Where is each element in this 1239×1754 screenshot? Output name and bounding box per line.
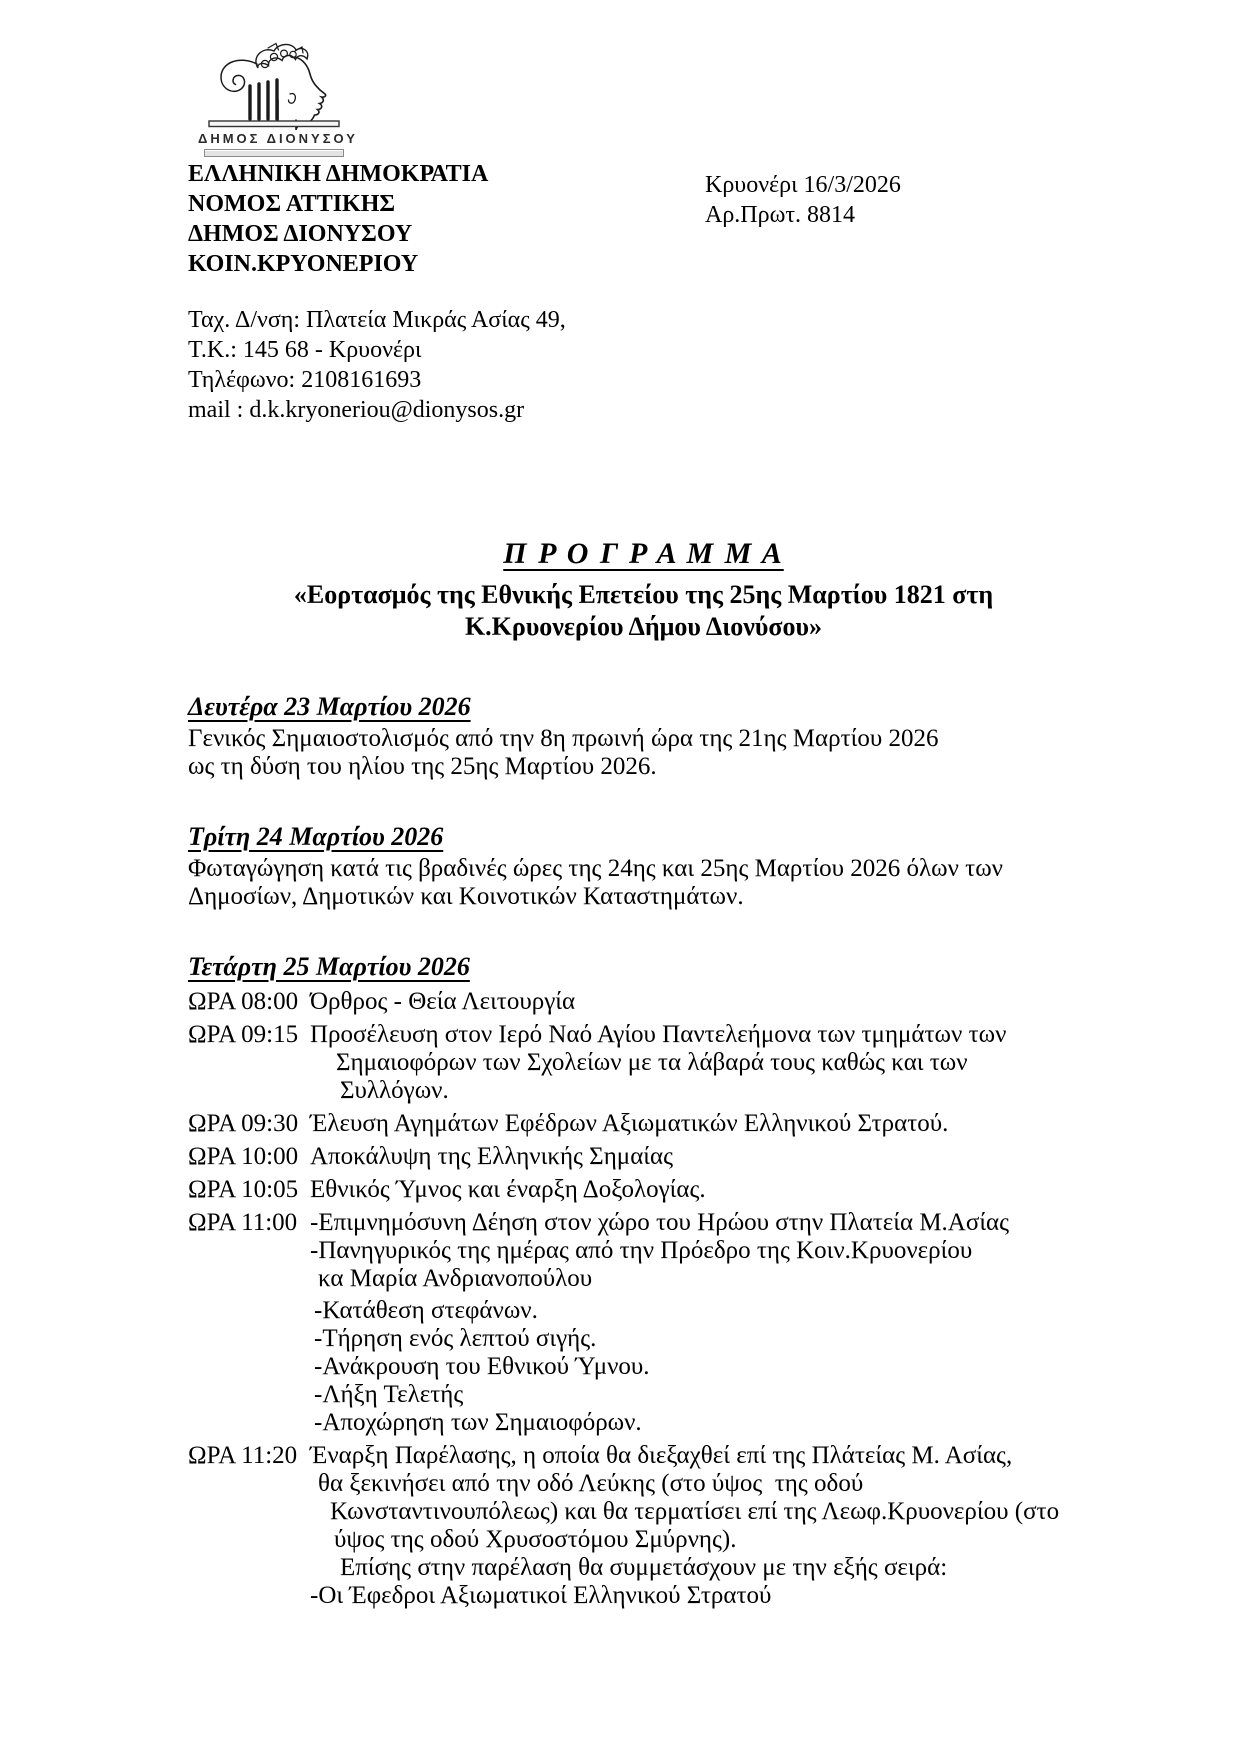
schedule-entry: [188, 1021, 1099, 1105]
schedule-entry-lines: [310, 988, 1099, 1016]
schedule-line: Έναρξη Παρέλασης, η οποία θα διεξαχθεί επί της Πλάτείας Μ. Ασίας,: [310, 1442, 1013, 1469]
schedule-line: -Λήξη Τελετής: [314, 1381, 464, 1408]
contact-block: [188, 305, 1099, 425]
schedule-line: Κωνσταντινουπόλεως) και θα τερματίσει επί της Λεωφ.Κρυονερίου (στο: [330, 1498, 1060, 1525]
schedule-entry-lines: [310, 1021, 1099, 1105]
schedule-line: -Αποχώρηση των Σημαιοφόρων.: [314, 1409, 642, 1436]
schedule-entry-lines: [310, 1176, 1099, 1204]
schedule-entry: [188, 1176, 1099, 1204]
schedule-line: -Τήρηση ενός λεπτού σιγής.: [314, 1325, 597, 1352]
section-monday: [188, 691, 1099, 781]
schedule-line: Εθνικός Ύμνος και έναρξη Δοξολογίας.: [310, 1176, 706, 1203]
place-date: Κρυονέρι 16/3/2026: [705, 172, 901, 198]
body-line: Φωταγώγηση κατά τις βραδινές ώρες της 24ης και 25ης Μαρτίου 2026 όλων των: [188, 855, 1003, 882]
org-header: [188, 159, 1099, 279]
schedule-entry: [188, 1442, 1099, 1610]
section-heading: Τετάρτη 25 Μαρτίου 2026: [188, 952, 470, 981]
schedule-line: Επίσης στην παρέλαση θα συμμετάσχουν με την εξής σειρά:: [340, 1554, 948, 1581]
schedule-line: κα Μαρία Ανδριανοπούλου: [318, 1265, 593, 1292]
contact-phone: Τηλέφωνο: 2108161693: [188, 367, 422, 393]
schedule-time: ΩΡΑ 09:30: [188, 1110, 299, 1137]
logo-divider-bar: [204, 149, 344, 157]
schedule-time: ΩΡΑ 11:20: [188, 1442, 298, 1469]
schedule-line: θα ξεκινήσει από την οδό Λεύκης (στο ύψος της οδού: [318, 1470, 864, 1497]
org-line: ΕΛΛΗΝΙΚΗ ΔΗΜΟΚΡΑΤΙΑ: [188, 161, 489, 187]
schedule-line: Σημαιοφόρων των Σχολείων με τα λάβαρά τους καθώς και των: [336, 1049, 968, 1076]
schedule-entry-lines: [310, 1110, 1099, 1138]
subtitle-line: «Εορτασμός της Εθνικής Επετείου της 25ης Μαρτίου 1821 στη: [293, 580, 994, 609]
body-line: Δημοσίων, Δημοτικών και Κοινοτικών Καταστημάτων.: [188, 883, 744, 910]
schedule-time: ΩΡΑ 10:00: [188, 1143, 299, 1170]
schedule-time: ΩΡΑ 10:05: [188, 1176, 299, 1203]
body-line: Γενικός Σημαιοστολισμός από την 8η πρωινή ώρα της 21ης Μαρτίου 2026: [188, 725, 939, 752]
schedule-line: Έλευση Αγημάτων Εφέδρων Αξιωματικών Ελληνικού Στρατού.: [310, 1110, 949, 1137]
schedule-line: -Επιμνημόσυνη Δέηση στον χώρο του Ηρώου στην Πλατεία Μ.Ασίας: [310, 1209, 1010, 1236]
schedule-line: -Ανάκρουση του Εθνικού Ύμνου.: [314, 1353, 650, 1380]
schedule-entry: [188, 1110, 1099, 1138]
schedule: [188, 988, 1099, 1610]
schedule-time: ΩΡΑ 09:15: [188, 1021, 299, 1048]
protocol-number: Αρ.Πρωτ. 8814: [705, 202, 856, 228]
section-wednesday: [188, 951, 1099, 1610]
schedule-line: Όρθρος - Θεία Λειτουργία: [310, 988, 576, 1015]
schedule-line: -Κατάθεση στεφάνων.: [314, 1297, 538, 1324]
section-heading: Δευτέρα 23 Μαρτίου 2026: [188, 692, 471, 721]
contact-address: Ταχ. Δ/νση: Πλατεία Μικράς Ασίας 49,: [188, 307, 566, 333]
section-body: [188, 855, 1099, 911]
schedule-line: -Πανηγυρικός της ημέρας από την Πρόεδρο της Κοιν.Κρυονερίου: [310, 1237, 973, 1264]
section-heading: Τρίτη 24 Μαρτίου 2026: [188, 822, 444, 851]
contact-postal-code: Τ.Κ.: 145 68 - Κρυονέρι: [188, 337, 422, 363]
document-title: Π Ρ Ο Γ Ρ Α Μ Μ Α: [503, 537, 784, 570]
logo-banner-text: ΔΗΜΟΣ ΔΙΟΝΥΣΟΥ: [198, 131, 358, 146]
section-tuesday: [188, 821, 1099, 911]
schedule-entry-lines: [310, 1442, 1099, 1610]
schedule-time: ΩΡΑ 08:00: [188, 988, 299, 1015]
contact-email: mail : d.k.kryoneriou@dionysos.gr: [188, 397, 525, 423]
document-content: [0, 42, 1239, 1610]
dionysos-head-column-icon: [198, 42, 350, 130]
body-line: ως τη δύση του ηλίου της 25ης Μαρτίου 2026.: [188, 753, 657, 780]
schedule-line: ύψος της οδού Χρυσοστόμου Σμύρνης).: [334, 1526, 737, 1553]
schedule-entry-lines: [310, 1143, 1099, 1171]
schedule-entry: [188, 1209, 1099, 1437]
schedule-line: Αποκάλυψη της Ελληνικής Σημαίας: [310, 1143, 674, 1170]
document-subtitle: [188, 579, 1099, 643]
municipality-logo: [198, 42, 358, 157]
schedule-entry-lines: [310, 1209, 1099, 1437]
org-line: ΚΟΙΝ.ΚΡΥΟΝΕΡΙΟΥ: [188, 251, 419, 277]
schedule-line: Προσέλευση στον Ιερό Ναό Αγίου Παντελεήμονα των τμημάτων των: [310, 1021, 1007, 1048]
title-block: [188, 537, 1099, 643]
schedule-line: Συλλόγων.: [340, 1077, 449, 1104]
date-protocol-block: [705, 170, 901, 230]
schedule-entry: [188, 1143, 1099, 1171]
org-line: ΔΗΜΟΣ ΔΙΟΝΥΣΟΥ: [188, 221, 413, 247]
schedule-time: ΩΡΑ 11:00: [188, 1209, 298, 1236]
schedule-entry: [188, 988, 1099, 1016]
section-body: [188, 725, 1099, 781]
org-line: ΝΟΜΟΣ ΑΤΤΙΚΗΣ: [188, 191, 396, 217]
schedule-line: -Οι Έφεδροι Αξιωματικοί Ελληνικού Στρατού: [310, 1582, 772, 1609]
subtitle-line: Κ.Κρυονερίου Δήμου Διονύσου»: [464, 612, 823, 641]
